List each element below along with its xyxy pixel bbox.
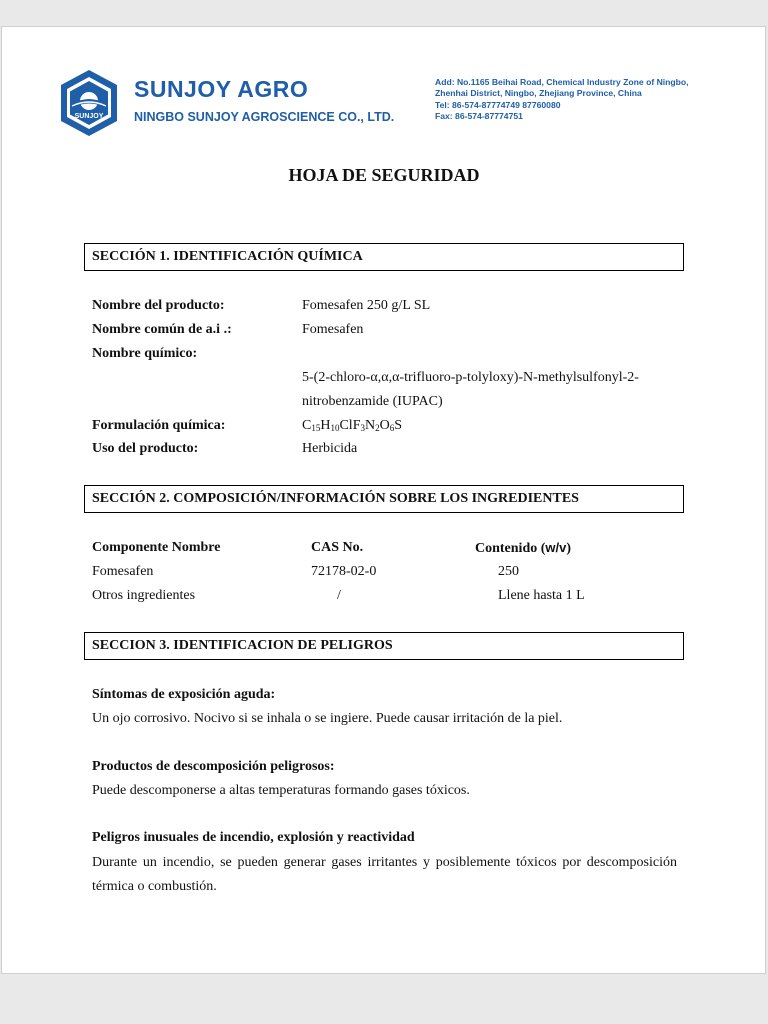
chemical-name-value-line1: 5-(2-chloro-α,α,α-trifluoro-p-tolyloxy)-N-methylsulfonyl-2-	[302, 370, 639, 385]
common-name-label: Nombre común de a.i .:	[92, 322, 232, 337]
brand-block	[134, 76, 394, 125]
decomposition-heading: Productos de descomposición peligrosos:	[92, 759, 335, 774]
formula-part: N	[364, 418, 376, 433]
fax-line: Fax: 86-574-87774751	[435, 110, 523, 121]
product-name-label: Nombre del producto:	[92, 298, 225, 313]
header-content-close: )	[566, 541, 572, 556]
table-cell-component: Otros ingredientes	[92, 588, 196, 603]
formula-label: Formulación química:	[92, 418, 226, 433]
brand-name: SUNJOY AGRO	[134, 76, 309, 102]
formula-subscript: 10	[330, 423, 340, 433]
phone-line: Tel: 86-574-87774749 87760080	[435, 99, 561, 110]
header-component: Componente Nombre	[92, 540, 221, 555]
formula-subscript: 6	[389, 423, 395, 433]
table-cell-content: Llene hasta 1 L	[498, 588, 585, 603]
formula-part: ClF	[339, 418, 361, 433]
document-title: HOJA DE SEGURIDAD	[288, 165, 480, 185]
header-cas: CAS No.	[311, 540, 364, 555]
fire-hazards-heading: Peligros inusuales de incendio, explosión y reactividad	[92, 830, 415, 845]
table-cell-component: Fomesafen	[92, 564, 154, 579]
logo-text: SUNJOY	[74, 113, 104, 120]
brand-subtitle: NINGBO SUNJOY AGROSCIENCE CO., LTD.	[134, 110, 395, 124]
acute-symptoms-heading: Síntomas de exposición aguda:	[92, 687, 276, 702]
decomposition-text: Puede descomponerse a altas temperaturas formando gases tóxicos.	[92, 783, 470, 798]
header-content	[475, 540, 571, 557]
formula-subscript: 2	[375, 423, 380, 433]
table-cell-cas: 72178-02-0	[311, 564, 377, 579]
acute-symptoms-text: Un ojo corrosivo. Nocivo si se inhala o se ingiere. Puede causar irritación de la piel.	[92, 711, 563, 726]
formula-subscript: 3	[360, 423, 365, 433]
section-3-heading: SECCION 3. IDENTIFICACION DE PELIGROS	[84, 632, 684, 660]
formula-subscript: 15	[311, 423, 321, 433]
product-name-value: Fomesafen 250 g/L SL	[302, 298, 431, 313]
formula-part: H	[320, 418, 331, 433]
chemical-name-label: Nombre químico:	[92, 346, 198, 361]
formula-part: C	[302, 418, 312, 433]
use-value: Herbicida	[302, 441, 358, 456]
fire-hazards-text: Durante un incendio, se pueden generar gases irritantes y posiblemente tóxicos por descomposición térmica o combustión.	[92, 855, 677, 894]
header-content-unit: w/v	[545, 540, 567, 555]
use-label: Uso del producto:	[92, 441, 199, 456]
table-cell-content: 250	[498, 564, 519, 579]
address-line: Zhenhai District, Ningbo, Zhejiang Province, China	[435, 88, 642, 99]
common-name-value: Fomesafen	[302, 322, 364, 337]
company-address	[435, 77, 689, 122]
formula-part: S	[394, 418, 403, 433]
formula-part: O	[379, 418, 390, 433]
sunjoy-logo-icon	[58, 68, 120, 138]
section-2-heading: SECCIÓN 2. COMPOSICIÓN/INFORMACIÓN SOBRE LOS INGREDIENTES	[84, 485, 684, 513]
chemical-name-value-line2: nitrobenzamide (IUPAC)	[302, 394, 443, 409]
formula-value	[302, 418, 402, 434]
table-cell-cas: /	[337, 588, 341, 603]
section-1-heading: SECCIÓN 1. IDENTIFICACIÓN QUÍMICA	[84, 243, 684, 271]
header-content-label: Contenido (	[475, 541, 546, 556]
address-line: Add: No.1165 Beihai Road, Chemical Industry Zone of Ningbo,	[435, 77, 689, 87]
